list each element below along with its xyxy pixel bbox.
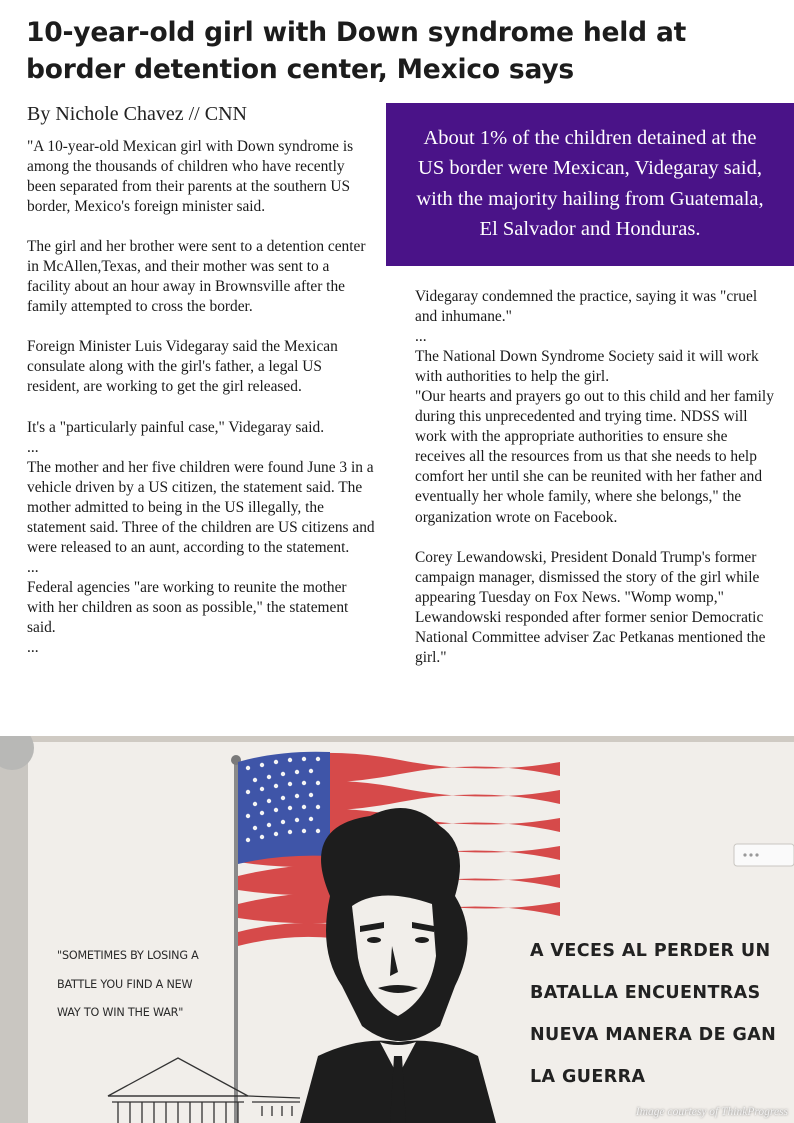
paragraph: Foreign Minister Luis Videgaray said the Mexican consulate along with the girl's father, a legal US resident, are working to get the girl released. — [27, 338, 338, 396]
mural-quote-line: BATALLA ENCUENTRAS — [530, 983, 761, 1003]
byline: By Nichole Chavez // CNN — [27, 103, 247, 125]
paragraph: Corey Lewandowski, President Donald Trump's former campaign manager, dismissed the story of the girl while appearing Tuesday on Fox News. "Womp womp," Lewandowski responded after former senior Democratic National Committee adviser Zac Petkanas mentioned the girl." — [415, 548, 766, 666]
paragraph: "A 10-year-old Mexican girl with Down syndrome is among the thousands of children who have recently been separated from their parents at the southern US border, Mexico's foreign minister said. — [27, 138, 354, 216]
pull-quote — [386, 103, 794, 266]
mural-quote-line: A VECES AL PERDER UN — [530, 941, 771, 961]
image-credit: Image courtesy of ThinkProgress — [635, 1106, 788, 1118]
right-column — [415, 287, 775, 668]
paragraph: The girl and her brother were sent to a detention center in McAllen,Texas, and their mother was sent to a facility about an hour away in Brownsville after the family attempted to cross the border. — [27, 238, 366, 316]
mural-photo — [0, 736, 794, 1123]
paragraph: It's a "particularly painful case," Videgaray said. ... The mother and her five children were found June 3 in a vehicle driven by a US citizen, the statement said. The mother admitted to being in the US illegally, the statement said. Three of the children are US citizens and were released to an aunt, according to the statement. ... Federal agencies "are working to reunite the mother with her children as soon as possible," the statement said. ... — [27, 418, 375, 657]
mural-quote-line: "SOMETIMES BY LOSING A — [57, 949, 199, 962]
mural-quote-line: WAY TO WIN THE WAR" — [57, 1006, 184, 1019]
mural-quote-line: BATTLE YOU FIND A NEW — [57, 977, 193, 991]
pull-quote-text: About 1% of the children detained at the US border were Mexican, Videgaray said, with the majority hailing from Guatemala, El Salvador and Honduras. — [416, 126, 764, 240]
mural-quote-line: NUEVA MANERA DE GAN — [530, 1025, 777, 1045]
left-column — [27, 137, 375, 658]
paragraph: Videgaray condemned the practice, saying it was "cruel and inhumane." ... The National Down Syndrome Society said it will work with authorities to help the girl. "Our hearts and prayers go out to this child and her family during this unprecedented and trying time. NDSS will work with the appropriate authorities to ensure she receives all the resources from us that she needs to help comfort her until she can be reunited with her father and eventually her whole family, where she belongs," the organization wrote on Facebook. — [415, 288, 774, 526]
mural-quote-line: LA GUERRA — [530, 1067, 646, 1087]
mural-quote-spanish — [530, 930, 794, 1098]
mural-quote-english — [57, 942, 207, 1028]
headline: 10-year-old girl with Down syndrome held at border detention center, Mexico says — [26, 17, 687, 85]
